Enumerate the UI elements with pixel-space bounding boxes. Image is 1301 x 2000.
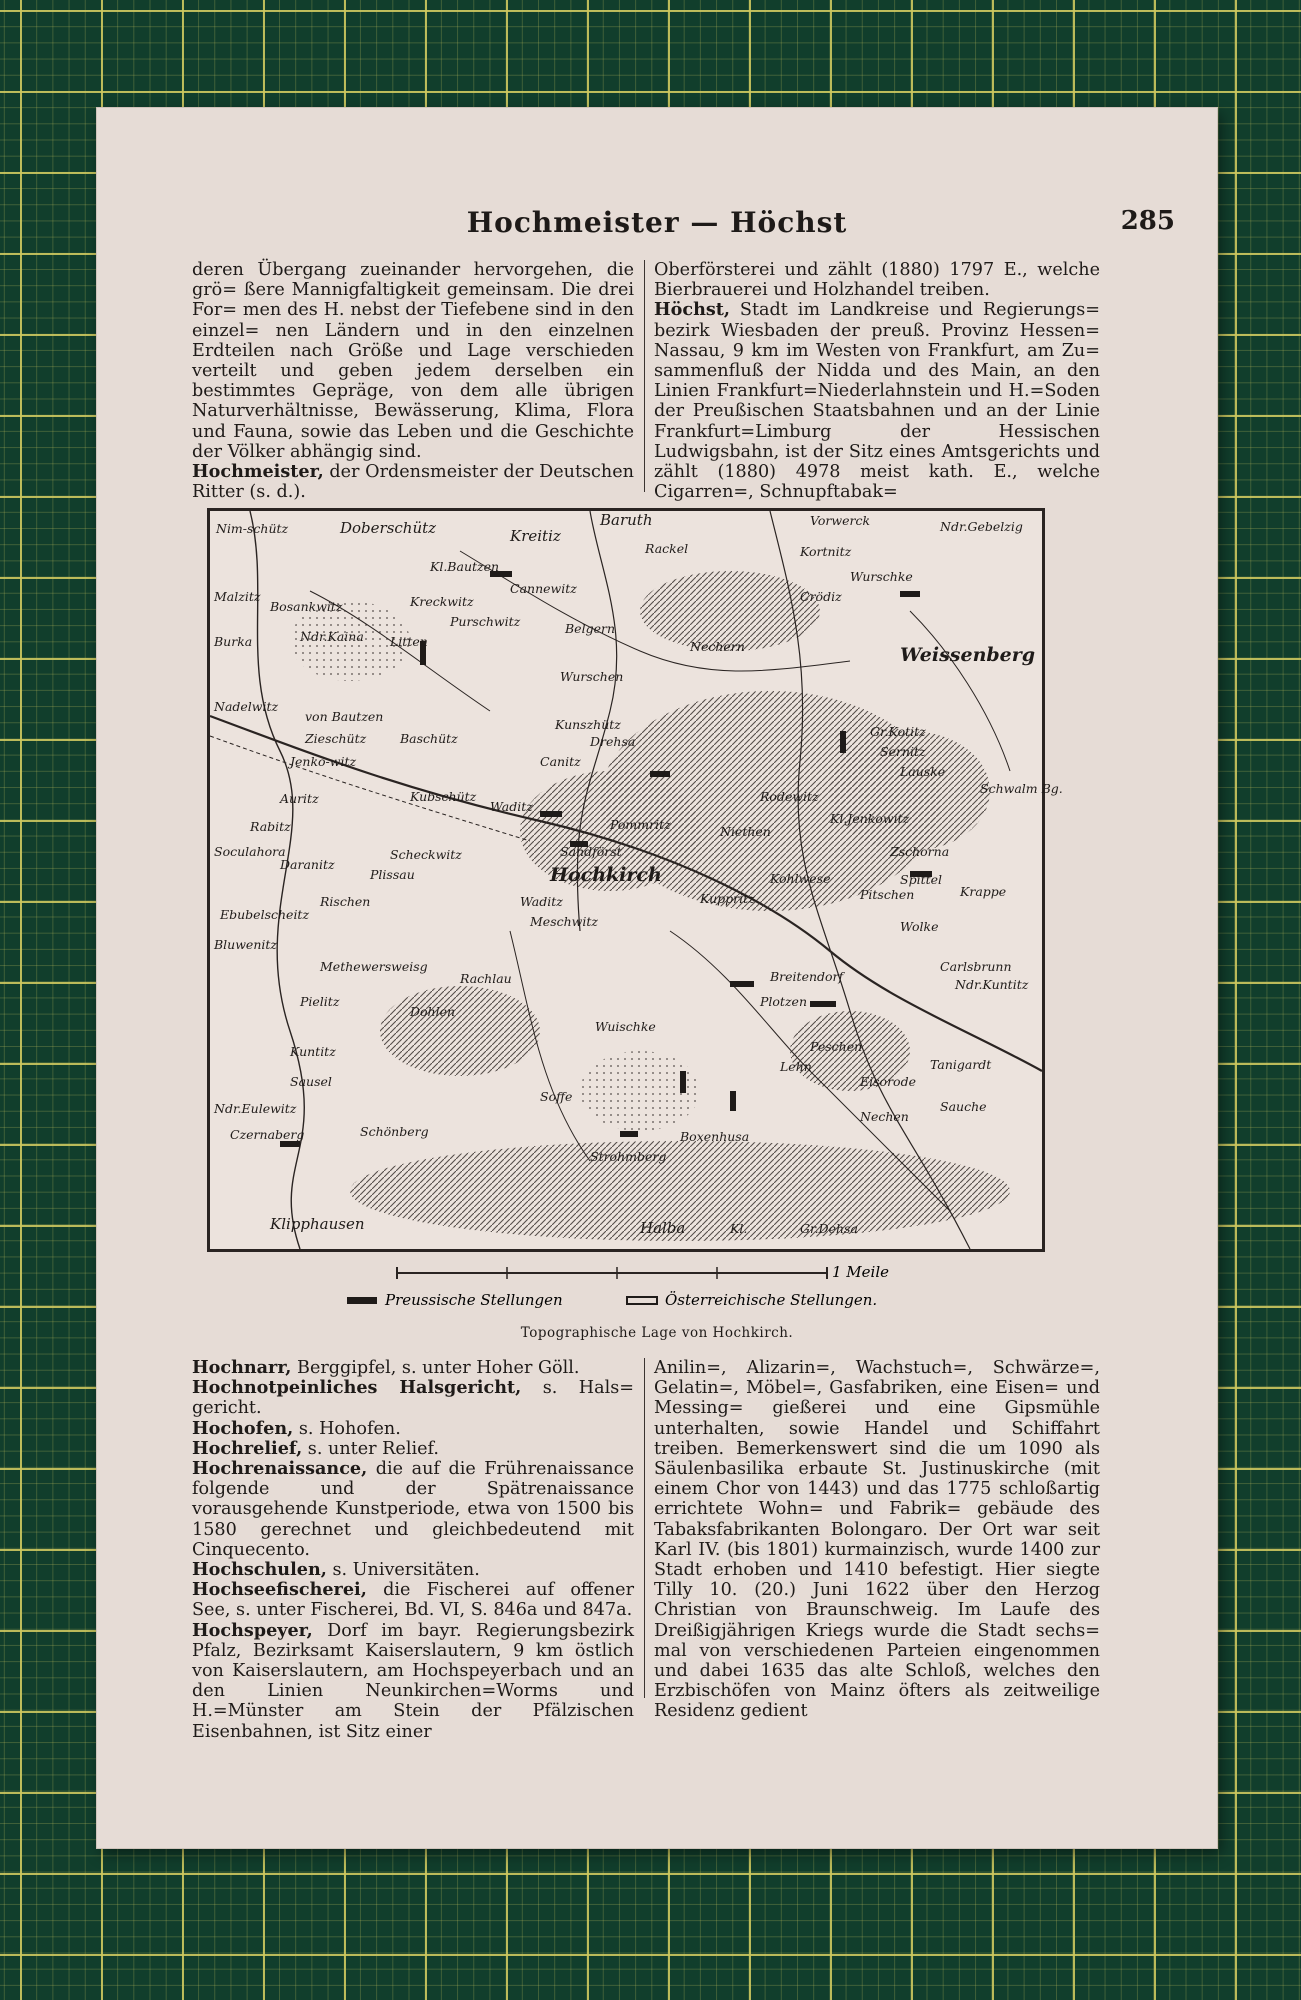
map-label: Belgern (565, 621, 616, 636)
terrain-hills (290, 571, 1010, 1241)
map-label: Pielitz (300, 994, 340, 1009)
topographic-map (207, 508, 1063, 1252)
map-label: Rischen (320, 894, 371, 909)
map-label: Ndr.Kuntitz (955, 977, 1029, 992)
entry-lead: Hochrelief, (192, 1437, 303, 1459)
map-label: Soffe (540, 1089, 573, 1104)
entry-text: die auf die Frührenaissance folgende und der Spätrenaissance vorausgehende Kunstperiode, etwa von 1500 bis 1580 gerechnet und gleichbedeutend mit Cinquecento. (192, 1459, 634, 1560)
legend-drawing (207, 1263, 1039, 1313)
map-label: Schwalm Bg. (980, 781, 1063, 796)
paragraph: deren Übergang zueinander hervorgehen, die grö= ßere Mannigfaltigkeit gemeinsam. Die drei For= men des H. nebst der Tiefebene sind in den einzel= nen Ländern und in den einzelnen Erdteilen nach Größe und Lage verschieden verteilt und geben jedem derselben ein bestimmtes Gepräge, von dem alle übrigen Naturverhältnisse, Bewässerung, Klima, Flora und Fauna, sowie das Leben und die Geschichte der Völker abhängig sind. (192, 260, 634, 462)
entry-text: Stadt im Landkreise und Regierungs= bezirk Wiesbaden der preuß. Provinz Hessen= Nassau, 9 km im Westen von Frankfurt, am Zu= sammenfluß der Nidda und des Main, an den Linien Frankfurt=Niederlahnstein und H.=Soden der Preußischen Staatsbahnen und an der Linie Frankfurt=Limburg der Hessischen Ludwigsbahn, ist der Sitz eines Amtsgerichts und zählt (1880) 4978 meist kath. E., welche Cigarren=, Schnupftabak= (654, 300, 1100, 503)
map-label: Litten (390, 634, 428, 649)
entry-text: s. Hohofen. (293, 1418, 401, 1439)
map-label: Gr.Kotitz (870, 724, 926, 739)
entry-lead: Hochseefischerei, (192, 1579, 367, 1601)
bottom-right-column (654, 1358, 1100, 1722)
map-label: Baschütz (400, 731, 458, 746)
map-label: Niethen (720, 824, 771, 839)
map-label: Zieschütz (305, 731, 367, 746)
map-label: Kortnitz (800, 544, 852, 559)
map-label: Kl.Bautzen (430, 559, 500, 574)
map-label: Sausel (290, 1074, 332, 1089)
map-label: Kubschütz (410, 789, 477, 804)
entry (192, 1419, 634, 1439)
map-label: Rackel (645, 541, 689, 556)
entry-text: s. unter Relief. (302, 1438, 439, 1459)
entry-hoechst (654, 300, 1100, 502)
map-caption: Topographische Lage von Hochkirch. (520, 1325, 794, 1341)
map-label: Hochkirch (550, 864, 662, 886)
book-page (97, 108, 1217, 1848)
paragraph: Anilin=, Alizarin=, Wachstuch=, Schwärze=, Gelatin=, Möbel=, Gasfabriken, eine Eisen= und Messing= gießerei und eine Gipsmühle unterhalten, sowie Handel und Schiffahrt treiben. Bemerkenswert sind die um 1090 als Säulenbasilika erbaute St. Justinuskirche (mit einem Chor von 1443) und das 1775 schloßartig errichtete Wohn= und Fabrik= gebäude des Tabaksfabrikanten Bolongaro. Der Ort war seit Karl IV. (bis 1801) kurmainzisch, wurde 1400 zur Stadt erhoben und 1410 befestigt. Hier siegte Tilly 10. (20.) Juni 1622 über den Herzog Christian von Braunschweig. Im Laufe des Dreißigjährigen Kriegs wurde die Stadt sechs= mal von verschiedenen Parteien eingenommen und dabei 1635 das alte Schloß, welches den Erzbischöfen von Mainz öfters als zeitweilige Residenz gedient (654, 1358, 1100, 1722)
entry-hochmeister (192, 462, 634, 502)
map-label: Scheckwitz (390, 847, 462, 862)
map-label: Waditz (490, 799, 533, 814)
scale-label: 1 Meile (832, 1263, 890, 1281)
map-label: Waditz (520, 894, 563, 909)
map-label: Gr.Dehsa (800, 1221, 858, 1236)
map-label: Eisorode (860, 1074, 916, 1089)
map-label: Nechen (860, 1109, 909, 1124)
entry (192, 1560, 634, 1580)
map-label: Meschwitz (530, 914, 598, 929)
map-label: Kreckwitz (410, 594, 474, 609)
map-label: Nechern (690, 639, 745, 654)
bottom-left-column (192, 1358, 634, 1742)
map-label: Crödiz (800, 589, 842, 604)
map-label: Kohlwese (770, 871, 831, 886)
entry-text: Dorf im bayr. Regierungsbezirk Pfalz, Bezirksamt Kaiserslautern, 9 km östlich von Kaiserslautern, am Hochspeyerbach und an den Linien Neunkirchen=Worms und H.=Münster am Stein der Pfälzischen Eisenbahnen, ist Sitz einer (192, 1620, 634, 1742)
entry (192, 1439, 634, 1459)
map-label: Spittel (900, 872, 943, 887)
entry (192, 1358, 634, 1378)
map-label: Canitz (540, 754, 581, 769)
map-label: Malzitz (214, 589, 261, 604)
map-label: Sernitz (880, 744, 926, 759)
map-label: Weissenberg (900, 644, 1036, 666)
entry (192, 1378, 634, 1418)
map-label: Wurschen (560, 669, 624, 684)
entry (192, 1621, 634, 1742)
top-right-column (654, 260, 1100, 502)
prussian-symbol (347, 1297, 377, 1304)
map-label: Ebubelscheitz (220, 907, 310, 922)
map-label: Lehn (780, 1059, 812, 1074)
entry-lead: Hochschulen, (192, 1559, 327, 1581)
map-label: Krappe (960, 884, 1007, 899)
entry-text: s. Universitäten. (326, 1560, 480, 1581)
map-label: Zschorna (890, 844, 950, 859)
map-label: Daranitz (280, 857, 335, 872)
map-label: Dohlen (410, 1004, 456, 1019)
map-label: Rabitz (250, 819, 291, 834)
map-label: Ndr.Gebelzig (940, 519, 1023, 534)
austrian-symbol (627, 1297, 657, 1304)
map-label: Breitendorf (770, 969, 844, 984)
map-label: Wuischke (595, 1019, 656, 1034)
map-label: Kreitiz (510, 527, 561, 545)
entry (192, 1580, 634, 1620)
entry-lead: Hochnarr, (192, 1357, 292, 1378)
map-label: Boxenhusa (680, 1129, 750, 1144)
map-label: Pommritz (610, 817, 671, 832)
map-label: Kl. (730, 1221, 748, 1236)
map-label: Bluwenitz (214, 937, 277, 952)
map-label: Schönberg (360, 1124, 429, 1139)
page-number: 285 (1120, 206, 1175, 236)
entry-lead: Hochofen, (192, 1417, 294, 1439)
legend-austrian: Österreichische Stellungen. (665, 1291, 878, 1309)
map-legend (207, 1263, 1039, 1313)
map-label: Kuppritz (700, 891, 755, 906)
paragraph: Oberförsterei und zählt (1880) 1797 E., welche Bierbrauerei und Holzhandel treiben. (654, 260, 1100, 301)
map-label: Purschwitz (450, 614, 521, 629)
map-label: Sauche (940, 1099, 987, 1114)
map-label: Czernaberg (230, 1127, 305, 1142)
entry-lead: Hochrenaissance, (192, 1458, 368, 1480)
map-label: Plissau (370, 867, 415, 882)
map-label: Carlsbrunn (940, 959, 1012, 974)
map-label: Cannewitz (510, 581, 577, 596)
map-label: Nadelwitz (214, 699, 279, 714)
map-label: Halba (640, 1219, 686, 1237)
entry-lead: Hochmeister, (192, 461, 324, 483)
map-label: Doberschütz (340, 519, 437, 537)
column-divider (644, 260, 645, 492)
map-label: Methewersweisg (320, 959, 428, 974)
map-label: Klipphausen (270, 1215, 365, 1233)
top-left-column (192, 260, 634, 502)
entry-text: s. Hals= gericht. (192, 1378, 634, 1419)
map-label: von Bautzen (305, 709, 384, 724)
entry-lead: Höchst, (654, 299, 731, 321)
map-label: Ndr.Eulewitz (214, 1101, 297, 1116)
map-label: Sandförst (560, 844, 622, 859)
map-label: Nim-schütz (216, 521, 289, 536)
map-label: Plotzen (760, 994, 807, 1009)
map-label: Wurschke (850, 569, 913, 584)
map-label: Burka (214, 634, 253, 649)
map-label: Peschen (810, 1039, 863, 1054)
entry (192, 1459, 634, 1560)
map-label: Tanigardt (930, 1057, 992, 1072)
map-label: Soculahora (214, 844, 286, 859)
entry-text: Berggipfel, s. unter Hoher Göll. (291, 1358, 580, 1378)
entry-lead: Hochnotpeinliches Halsgericht, (192, 1377, 522, 1399)
map-label: Baruth (600, 511, 653, 529)
map-label: Drehsa (590, 734, 636, 749)
map-label: Auritz (280, 791, 319, 806)
running-head (97, 206, 1217, 246)
map-label: Ndr.Kaina (300, 629, 364, 644)
map-label: Rodewitz (760, 789, 819, 804)
map-label: Lauske (900, 764, 946, 779)
map-label: Jenko-witz (290, 754, 357, 769)
map-label: Pitschen (860, 887, 915, 902)
map-label: Bosankwitz (270, 599, 343, 614)
map-label: Vorwerck (810, 513, 871, 528)
map-label: Strohmberg (590, 1149, 667, 1164)
map-label: Wolke (900, 919, 939, 934)
map-label: Kuntitz (290, 1044, 336, 1059)
map-label: Kl.Jenkowitz (830, 811, 910, 826)
entry-text: der Ordensmeister der Deutschen Ritter (s. d.). (192, 462, 634, 503)
entry-lead: Hochspeyer, (192, 1619, 313, 1641)
column-divider (644, 1358, 645, 1698)
map-label: Kunszhütz (555, 717, 621, 732)
entry-text: die Fischerei auf offener See, s. unter Fischerei, Bd. VI, S. 846a und 847a. (192, 1580, 634, 1621)
page-title: Hochmeister — Höchst (466, 206, 848, 239)
map-label: Rachlau (460, 971, 512, 986)
legend-prussian: Preussische Stellungen (385, 1291, 563, 1309)
map-drawing (210, 511, 1063, 1249)
